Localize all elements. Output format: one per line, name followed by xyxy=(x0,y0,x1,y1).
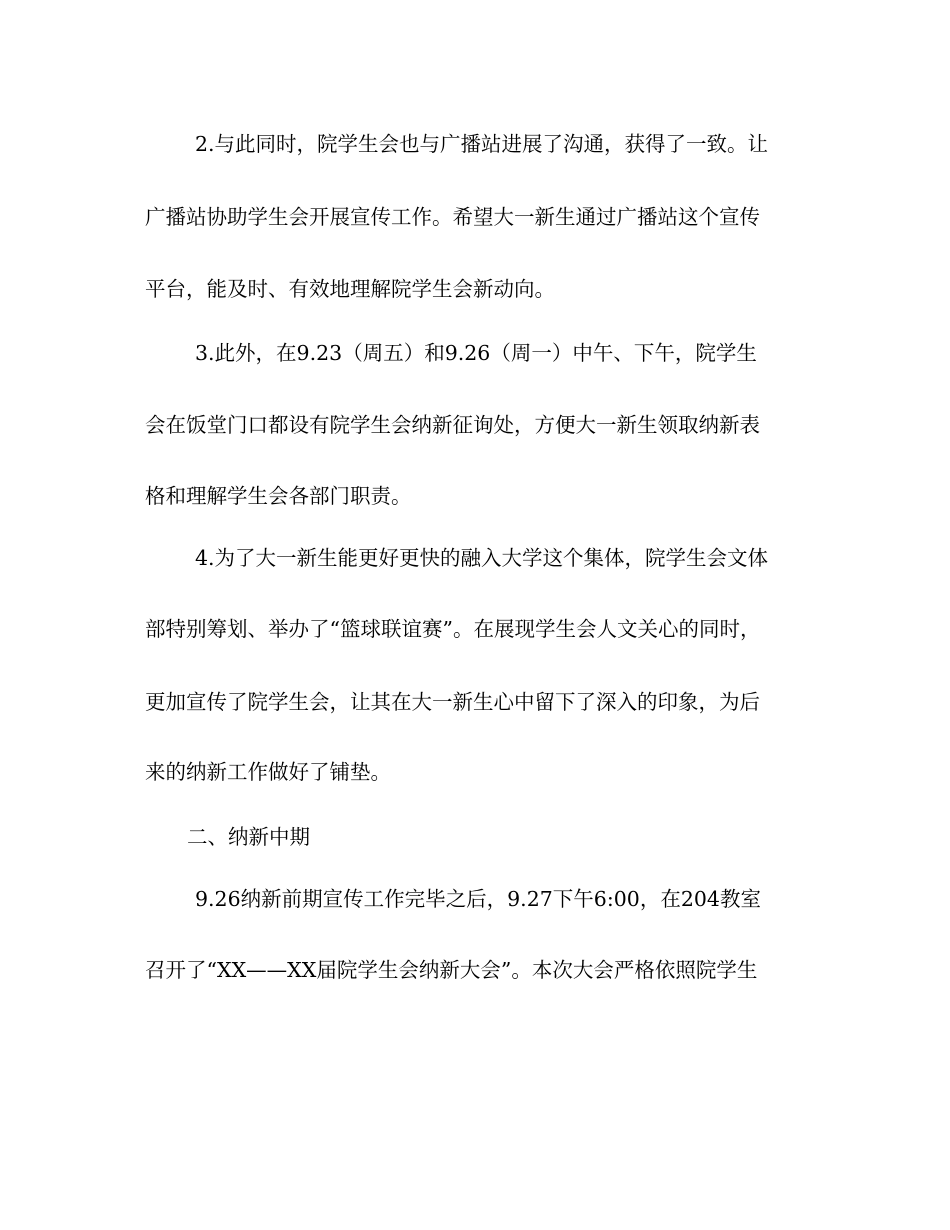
paragraph-4-line-2: 部特别筹划、举办了“篮球联谊赛”。在展现学生会人文关心的同时， xyxy=(145,617,761,641)
section-heading: 二、纳新中期 xyxy=(187,825,310,849)
paragraph-5-line-1: 9.26纳新前期宣传工作完毕之后，9.27下午6:00，在204教室 xyxy=(195,887,761,911)
paragraph-3-line-3: 格和理解学生会各部门职责。 xyxy=(145,484,412,508)
paragraph-4-line-1: 4.为了大一新生能更好更快的融入大学这个集体，院学生会文体 xyxy=(195,546,769,570)
paragraph-4-line-3: 更加宣传了院学生会，让其在大一新生心中留下了深入的印象，为后 xyxy=(145,690,760,714)
paragraph-3-line-2: 会在饭堂门口都设有院学生会纳新征询处，方便大一新生领取纳新表 xyxy=(145,413,760,437)
paragraph-5-line-2: 召开了“XX——XX届院学生会纳新大会”。本次大会严格依照院学生 xyxy=(145,958,758,982)
paragraph-2-line-1: 2.与此同时，院学生会也与广播站进展了沟通，获得了一致。让 xyxy=(195,132,769,156)
paragraph-2-line-2: 广播站协助学生会开展宣传工作。希望大一新生通过广播站这个宣传 xyxy=(145,205,760,229)
paragraph-2-line-3: 平台，能及时、有效地理解院学生会新动向。 xyxy=(145,277,555,301)
paragraph-3-line-1: 3.此外，在9.23（周五）和9.26（周一）中午、下午，院学生 xyxy=(195,341,757,365)
paragraph-4-line-4: 来的纳新工作做好了铺垫。 xyxy=(145,760,391,784)
